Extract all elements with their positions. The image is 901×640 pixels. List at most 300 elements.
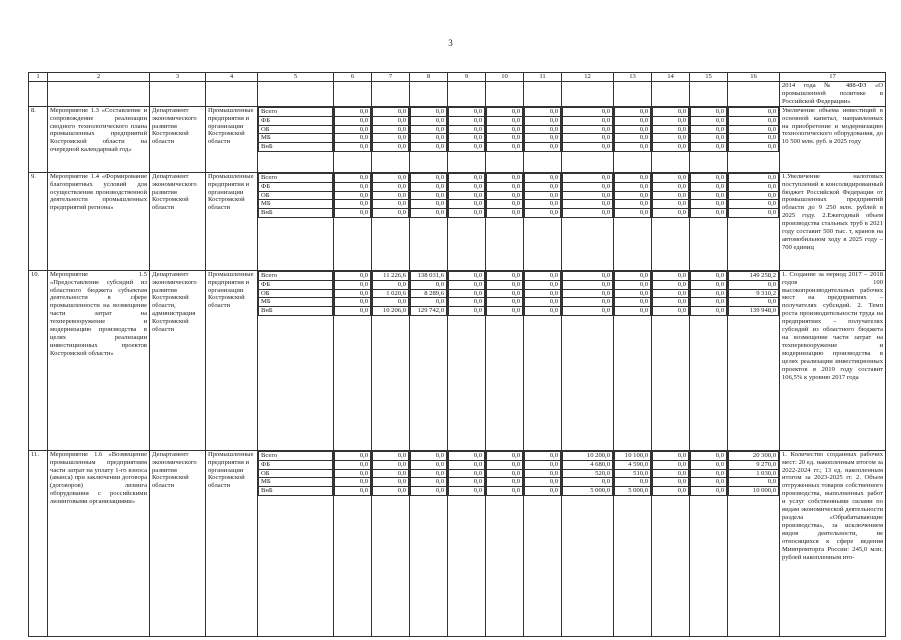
value-cell: 10 000,0 [729, 487, 779, 496]
value-cell: 0,0 [729, 478, 779, 487]
source-label: МБ [259, 200, 333, 209]
value-cell: 0,0 [373, 460, 409, 469]
source-label: ВнБ [259, 307, 333, 316]
value-cell: 0,0 [487, 125, 523, 134]
value-col-16 [728, 270, 780, 450]
value-cell: 0,0 [525, 134, 561, 143]
value-cell: 0,0 [653, 469, 689, 478]
value-cell: 0,0 [691, 298, 727, 307]
value-cell: 0,0 [373, 134, 409, 143]
value-cell: 0,0 [563, 209, 613, 218]
value-col-12 [562, 270, 614, 450]
value-cell: 0,0 [691, 107, 727, 116]
value-cell: 0,0 [563, 173, 613, 182]
value-col-14 [652, 270, 690, 450]
value-cell: 0,0 [335, 182, 371, 191]
value-cell: 0,0 [615, 116, 651, 125]
value-cell: 0,0 [525, 143, 561, 152]
value-cell: 139 948,0 [729, 307, 779, 316]
header-col-12: 12 [562, 73, 614, 82]
value-cell: 5 000,0 [615, 487, 651, 496]
value-cell: 0,0 [653, 182, 689, 191]
value-cell: 0,0 [487, 307, 523, 316]
value-cell: 0,0 [487, 460, 523, 469]
value-cell: 129 742,0 [411, 307, 447, 316]
result-cell: 1.Увеличение налоговых поступлений в консолидированный бюджет Российской Федерации от промышленных предприятий области до 9 250 млн. рублей в 2025 году. 2.Ежегодный объем производства стальных труб в 2021 году составит 500 тыс. т, кранов на автомобильном ходу в 2025 году – 700 единиц [780, 172, 886, 270]
value-cell: 0,0 [449, 200, 485, 209]
value-cell: 0,0 [615, 200, 651, 209]
table-row [29, 450, 886, 636]
value-cell: 9 310,2 [729, 289, 779, 298]
value-cell: 0,0 [449, 487, 485, 496]
value-cell: 0,0 [449, 107, 485, 116]
value-cell: 0,0 [373, 451, 409, 460]
row-number: 9. [29, 172, 48, 270]
value-cell: 0,0 [615, 107, 651, 116]
value-cell: 0,0 [525, 125, 561, 134]
value-cell: 0,0 [373, 173, 409, 182]
value-cell: 0,0 [335, 134, 371, 143]
value-cell: 0,0 [563, 271, 613, 280]
value-cell: 0,0 [487, 134, 523, 143]
value-col-6 [334, 450, 372, 636]
source-label: ОБ [259, 469, 333, 478]
executor-cell: Департамент экономического развития Костромской области [150, 172, 206, 270]
value-cell: 10 206,0 [373, 307, 409, 316]
value-cell: 0,0 [411, 107, 447, 116]
value-cell: 0,0 [653, 125, 689, 134]
value-cell: 0,0 [525, 209, 561, 218]
value-cell: 0,0 [525, 200, 561, 209]
value-col-14 [652, 172, 690, 270]
value-cell: 0,0 [653, 271, 689, 280]
value-cell: 10 100,0 [615, 451, 651, 460]
value-cell: 0,0 [729, 298, 779, 307]
value-cell: 0,0 [615, 289, 651, 298]
value-cell: 8 289,6 [411, 289, 447, 298]
value-cell: 0,0 [653, 478, 689, 487]
source-label: ФБ [259, 460, 333, 469]
value-col-6 [334, 270, 372, 450]
source-label: ФБ [259, 280, 333, 289]
value-cell: 20 300,0 [729, 451, 779, 460]
value-cell: 0,0 [487, 173, 523, 182]
value-cell: 0,0 [729, 107, 779, 116]
value-cell: 0,0 [563, 200, 613, 209]
value-cell: 0,0 [615, 478, 651, 487]
value-col-10 [486, 106, 524, 172]
source-label: МБ [259, 298, 333, 307]
value-cell: 0,0 [691, 143, 727, 152]
value-col-8 [410, 450, 448, 636]
value-cell: 0,0 [653, 200, 689, 209]
value-cell: 0,0 [411, 134, 447, 143]
value-cell: 4 590,0 [615, 460, 651, 469]
value-col-13 [614, 172, 652, 270]
value-col-9 [448, 172, 486, 270]
source-label: ОБ [259, 125, 333, 134]
value-cell: 0,0 [525, 173, 561, 182]
value-cell: 0,0 [729, 280, 779, 289]
header-col-17: 17 [780, 73, 886, 82]
value-cell: 0,0 [373, 200, 409, 209]
row-number: 8. [29, 106, 48, 172]
header-col-3: 3 [150, 73, 206, 82]
value-cell: 0,0 [335, 451, 371, 460]
value-cell: 0,0 [411, 478, 447, 487]
value-cell: 0,0 [691, 173, 727, 182]
value-col-13 [614, 106, 652, 172]
value-col-10 [486, 172, 524, 270]
value-cell: 0,0 [487, 143, 523, 152]
continuation-result: 2014 года № 488-ФЗ «О промышленной политике в Российской Федерации» [780, 82, 886, 107]
value-cell: 0,0 [487, 200, 523, 209]
measure-name: Мероприятие 1.4 «Формирование благоприятных условий для осуществления производственной деятельности промышленных предприятий региона» [48, 172, 150, 270]
header-col-14: 14 [652, 73, 690, 82]
value-cell: 0,0 [373, 125, 409, 134]
value-cell: 0,0 [525, 460, 561, 469]
value-cell: 0,0 [691, 289, 727, 298]
value-cell: 0,0 [487, 116, 523, 125]
value-cell: 0,0 [691, 280, 727, 289]
value-cell: 0,0 [525, 487, 561, 496]
value-col-9 [448, 270, 486, 450]
value-cell: 0,0 [373, 280, 409, 289]
continuation-row [29, 82, 886, 107]
value-cell: 0,0 [653, 173, 689, 182]
value-cell: 0,0 [691, 271, 727, 280]
value-cell: 0,0 [411, 143, 447, 152]
value-col-11 [524, 450, 562, 636]
value-cell: 0,0 [691, 451, 727, 460]
value-cell: 0,0 [525, 271, 561, 280]
value-col-12 [562, 106, 614, 172]
value-col-14 [652, 106, 690, 172]
row-number: 10. [29, 270, 48, 450]
value-cell: 0,0 [691, 469, 727, 478]
value-cell: 0,0 [615, 143, 651, 152]
participant-cell: Промышленные предприятия и организации Костромской области [206, 270, 258, 450]
value-cell: 0,0 [653, 307, 689, 316]
source-label: Всего [259, 451, 333, 460]
value-cell: 0,0 [525, 289, 561, 298]
value-cell: 0,0 [563, 478, 613, 487]
header-col-10: 10 [486, 73, 524, 82]
value-cell: 0,0 [563, 298, 613, 307]
value-cell: 0,0 [487, 107, 523, 116]
value-cell: 520,0 [563, 469, 613, 478]
value-cell: 0,0 [335, 116, 371, 125]
value-col-6 [334, 106, 372, 172]
value-cell: 11 226,6 [373, 271, 409, 280]
value-cell: 0,0 [373, 487, 409, 496]
value-cell: 0,0 [525, 307, 561, 316]
funding-sources [258, 270, 334, 450]
value-cell: 0,0 [691, 478, 727, 487]
value-cell: 0,0 [729, 173, 779, 182]
result-cell: 1. Создание за период 2017 – 2018 годов 100 высокопроизводительных рабочих мест на предприятиях – получателях субсидий. 2. Темп роста производительности труда на предприятиях – получателях субсидий из областного бюджета на возмещение части затрат на техперевооружение и модернизацию производства в целях реализации инвестиционных проектов в 2019 году составит 106,5% к уровню 2017 года [780, 270, 886, 450]
value-cell: 0,0 [691, 200, 727, 209]
value-cell: 0,0 [525, 451, 561, 460]
value-cell: 0,0 [487, 182, 523, 191]
value-cell: 10 200,0 [563, 451, 613, 460]
measure-name: Мероприятие 1.3 «Составление и сопровождение реализации сводного технологического плана промышленных предприятий Костромской области на очередной календарный год» [48, 106, 150, 172]
participant-cell: Промышленные предприятия и организации Костромской области [206, 450, 258, 636]
value-cell: 0,0 [487, 191, 523, 200]
value-cell: 0,0 [449, 191, 485, 200]
value-cell: 0,0 [525, 298, 561, 307]
value-cell: 0,0 [563, 191, 613, 200]
source-label: ОБ [259, 289, 333, 298]
value-cell: 0,0 [411, 209, 447, 218]
value-cell: 0,0 [653, 191, 689, 200]
value-cell: 0,0 [411, 191, 447, 200]
value-cell: 0,0 [373, 209, 409, 218]
value-cell: 0,0 [335, 107, 371, 116]
value-cell: 0,0 [449, 478, 485, 487]
value-col-12 [562, 172, 614, 270]
value-cell: 0,0 [615, 280, 651, 289]
value-cell: 0,0 [487, 298, 523, 307]
executor-cell: Департамент экономического развития Костромской области [150, 450, 206, 636]
value-cell: 0,0 [335, 173, 371, 182]
value-cell: 0,0 [449, 209, 485, 218]
value-col-7 [372, 450, 410, 636]
value-col-11 [524, 270, 562, 450]
value-cell: 0,0 [449, 143, 485, 152]
value-cell: 0,0 [525, 280, 561, 289]
header-col-5: 5 [258, 73, 334, 82]
value-cell: 0,0 [691, 125, 727, 134]
value-cell: 0,0 [615, 134, 651, 143]
source-label: ВнБ [259, 487, 333, 496]
table-row [29, 172, 886, 270]
executor-cell: Департамент экономического развития Костромской области [150, 106, 206, 172]
value-cell: 0,0 [487, 280, 523, 289]
value-col-15 [690, 172, 728, 270]
value-cell: 0,0 [449, 451, 485, 460]
value-col-13 [614, 270, 652, 450]
value-cell: 1 030,0 [729, 469, 779, 478]
executor-cell: Департамент экономического развития Костромской области, администрация Костромской области [150, 270, 206, 450]
page-number: 3 [448, 38, 453, 48]
table-row [29, 270, 886, 450]
value-cell: 9 270,0 [729, 460, 779, 469]
value-col-15 [690, 106, 728, 172]
header-col-9: 9 [448, 73, 486, 82]
source-label: МБ [259, 478, 333, 487]
header-col-4: 4 [206, 73, 258, 82]
source-label: ФБ [259, 182, 333, 191]
value-cell: 149 258,2 [729, 271, 779, 280]
value-cell: 0,0 [729, 200, 779, 209]
value-cell: 0,0 [691, 209, 727, 218]
value-col-15 [690, 450, 728, 636]
value-cell: 0,0 [615, 209, 651, 218]
value-cell: 0,0 [335, 307, 371, 316]
funding-sources [258, 450, 334, 636]
value-cell: 0,0 [487, 289, 523, 298]
value-cell: 0,0 [449, 134, 485, 143]
source-label: ВнБ [259, 209, 333, 218]
value-cell: 0,0 [449, 280, 485, 289]
value-cell: 0,0 [563, 182, 613, 191]
participant-cell: Промышленные предприятия и организации Костромской области [206, 172, 258, 270]
value-cell: 0,0 [373, 116, 409, 125]
value-cell: 0,0 [449, 469, 485, 478]
value-cell: 0,0 [411, 116, 447, 125]
value-cell: 0,0 [335, 478, 371, 487]
value-cell: 0,0 [411, 200, 447, 209]
value-cell: 0,0 [335, 200, 371, 209]
value-cell: 0,0 [373, 182, 409, 191]
value-cell: 0,0 [487, 469, 523, 478]
value-cell: 0,0 [373, 107, 409, 116]
value-cell: 0,0 [449, 298, 485, 307]
value-cell: 0,0 [691, 182, 727, 191]
value-cell: 0,0 [335, 487, 371, 496]
value-cell: 0,0 [653, 107, 689, 116]
table-row [29, 106, 886, 172]
value-col-14 [652, 450, 690, 636]
header-col-6: 6 [334, 73, 372, 82]
value-cell: 0,0 [691, 460, 727, 469]
header-col-1: 1 [29, 73, 48, 82]
value-cell: 0,0 [729, 116, 779, 125]
value-cell: 0,0 [411, 173, 447, 182]
value-cell: 0,0 [449, 271, 485, 280]
value-cell: 0,0 [653, 209, 689, 218]
value-cell: 5 000,0 [563, 487, 613, 496]
value-cell: 0,0 [335, 460, 371, 469]
value-cell: 0,0 [563, 280, 613, 289]
value-col-9 [448, 106, 486, 172]
measure-name: Мероприятие 1.6 «Возмещение промышленным предприятиям части затрат на уплату 1-го взноса (аванса) при заключении договора (договоров) лизинга оборудования с российскими лизинговыми организациями» [48, 450, 150, 636]
result-cell: 1. Количество созданных рабочих мест: 20 ед. накопленным итогом за 2022-2024 гг.; 13 ед. накопленным итогом за 2023-2025 гг. 2. Объем отгруженных товаров собственного производства, выполненных работ и услуг собственными силами по видам экономической деятельности раздела «Обрабатывающие производства», за исключением видов деятельности, не относящихся к сфере ведения Минпромторга России: 245,0 млн. рублей накопленным ито- [780, 450, 886, 636]
header-col-13: 13 [614, 73, 652, 82]
value-col-15 [690, 270, 728, 450]
value-cell: 0,0 [449, 125, 485, 134]
value-cell: 0,0 [653, 143, 689, 152]
value-cell: 4 680,0 [563, 460, 613, 469]
participant-cell: Промышленные предприятия и организации Костромской области [206, 106, 258, 172]
value-cell: 0,0 [335, 209, 371, 218]
value-col-11 [524, 172, 562, 270]
value-cell: 0,0 [653, 298, 689, 307]
header-col-16: 16 [728, 73, 780, 82]
value-cell: 0,0 [615, 307, 651, 316]
value-col-7 [372, 270, 410, 450]
value-cell: 0,0 [525, 478, 561, 487]
value-col-11 [524, 106, 562, 172]
value-col-12 [562, 450, 614, 636]
header-col-2: 2 [48, 73, 150, 82]
value-cell: 0,0 [411, 280, 447, 289]
header-col-8: 8 [410, 73, 448, 82]
value-cell: 0,0 [373, 298, 409, 307]
value-col-9 [448, 450, 486, 636]
value-cell: 0,0 [653, 451, 689, 460]
source-label: ФБ [259, 116, 333, 125]
value-cell: 0,0 [449, 173, 485, 182]
value-cell: 0,0 [525, 469, 561, 478]
value-cell: 0,0 [411, 469, 447, 478]
value-cell: 0,0 [373, 478, 409, 487]
value-col-10 [486, 270, 524, 450]
value-col-16 [728, 450, 780, 636]
value-col-8 [410, 172, 448, 270]
source-label: ВнБ [259, 143, 333, 152]
value-cell: 0,0 [449, 307, 485, 316]
value-cell: 0,0 [449, 116, 485, 125]
value-cell: 0,0 [615, 182, 651, 191]
value-cell: 0,0 [335, 143, 371, 152]
value-cell: 0,0 [729, 209, 779, 218]
header-row [29, 73, 886, 82]
value-cell: 0,0 [729, 182, 779, 191]
value-col-8 [410, 270, 448, 450]
value-cell: 0,0 [335, 125, 371, 134]
source-label: Всего [259, 107, 333, 116]
value-cell: 0,0 [729, 191, 779, 200]
value-cell: 0,0 [449, 182, 485, 191]
value-cell: 0,0 [653, 487, 689, 496]
value-col-16 [728, 106, 780, 172]
value-cell: 0,0 [335, 280, 371, 289]
value-cell: 1 020,6 [373, 289, 409, 298]
value-cell: 0,0 [691, 307, 727, 316]
header-col-15: 15 [690, 73, 728, 82]
value-cell: 0,0 [411, 451, 447, 460]
value-cell: 0,0 [691, 487, 727, 496]
value-cell: 0,0 [487, 271, 523, 280]
value-cell: 0,0 [729, 125, 779, 134]
value-cell: 0,0 [615, 173, 651, 182]
value-cell: 0,0 [653, 116, 689, 125]
value-cell: 0,0 [653, 134, 689, 143]
value-cell: 0,0 [487, 487, 523, 496]
value-cell: 0,0 [373, 469, 409, 478]
value-cell: 0,0 [525, 107, 561, 116]
value-cell: 0,0 [411, 125, 447, 134]
value-cell: 0,0 [411, 182, 447, 191]
value-cell: 0,0 [335, 191, 371, 200]
result-cell: Увеличение объема инвестиций в основной капитал, направленных на приобретение и модернизацию технологического оборудования, до 10 500 млн. руб. в 2025 году [780, 106, 886, 172]
value-cell: 0,0 [335, 469, 371, 478]
value-cell: 0,0 [487, 209, 523, 218]
value-cell: 0,0 [525, 191, 561, 200]
value-cell: 0,0 [691, 116, 727, 125]
value-cell: 0,0 [563, 116, 613, 125]
value-cell: 0,0 [653, 289, 689, 298]
value-cell: 0,0 [729, 143, 779, 152]
value-cell: 0,0 [487, 478, 523, 487]
value-cell: 0,0 [563, 289, 613, 298]
source-label: Всего [259, 173, 333, 182]
row-number: 11. [29, 450, 48, 636]
value-col-13 [614, 450, 652, 636]
value-cell: 0,0 [525, 182, 561, 191]
value-cell: 0,0 [449, 289, 485, 298]
value-cell: 0,0 [563, 134, 613, 143]
value-col-10 [486, 450, 524, 636]
value-cell: 0,0 [563, 307, 613, 316]
value-cell: 0,0 [615, 125, 651, 134]
header-col-11: 11 [524, 73, 562, 82]
value-cell: 0,0 [691, 134, 727, 143]
funding-sources [258, 172, 334, 270]
value-cell: 0,0 [335, 271, 371, 280]
